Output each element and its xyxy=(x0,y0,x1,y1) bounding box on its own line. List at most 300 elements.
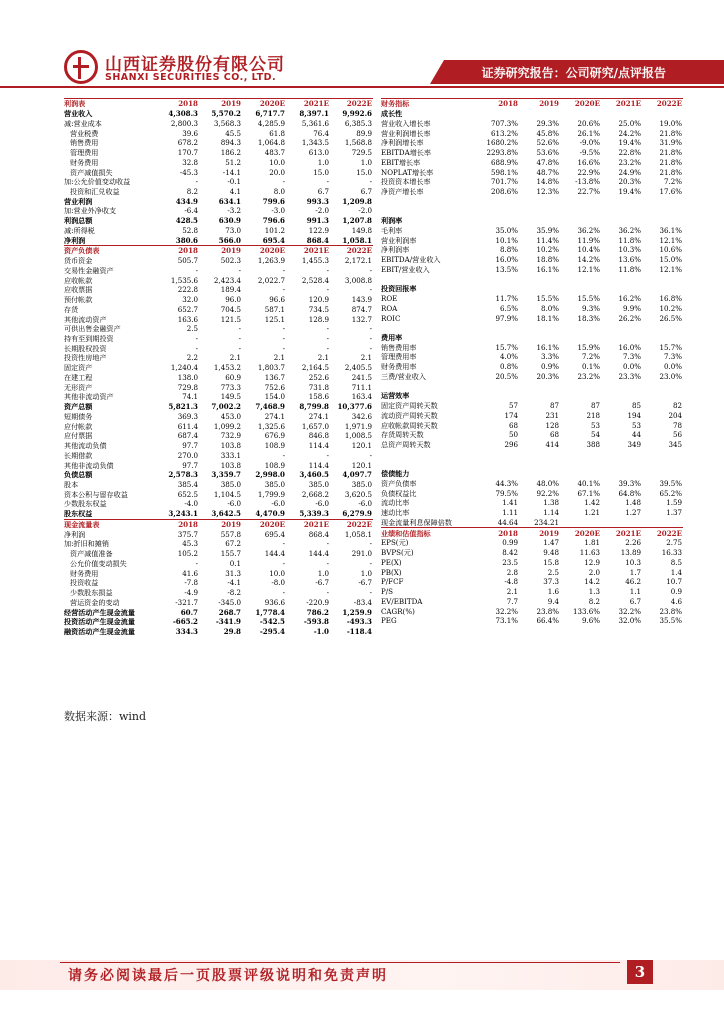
cell-value: 208.6% xyxy=(490,186,518,196)
cell-value: 6,385.3 xyxy=(344,118,372,128)
cell-value: 678.2 xyxy=(177,138,198,148)
cell-value: -4.0 xyxy=(184,499,198,509)
cell-value: - xyxy=(238,333,241,343)
cell-value: 8.42 xyxy=(502,548,518,558)
table-row xyxy=(64,285,373,295)
cell-value: 345 xyxy=(668,440,682,450)
cell-value: 1.7 xyxy=(629,567,641,577)
table-row xyxy=(64,578,373,588)
row-label: 少数股东损益 xyxy=(70,588,113,598)
row-label: 利润表 xyxy=(64,99,156,109)
table-row xyxy=(64,382,373,392)
cell-value: 2,172.1 xyxy=(344,256,372,266)
row-label: 营业收入增长率 xyxy=(381,118,431,128)
cell-value: 2019 xyxy=(199,99,242,109)
table-row xyxy=(381,548,683,558)
table-row xyxy=(381,226,683,236)
cell-value: 4.6 xyxy=(670,596,682,606)
cell-value xyxy=(601,284,642,294)
cell-value: 108.9 xyxy=(264,460,285,470)
row-label: 资产负债表 xyxy=(64,246,156,256)
cell-value xyxy=(519,391,560,401)
cell-value: 45.3 xyxy=(182,539,198,549)
cell-value: 5,570.2 xyxy=(211,109,241,119)
table-row xyxy=(64,450,373,460)
cell-value: 20.0 xyxy=(269,167,285,177)
cell-value: - xyxy=(282,343,285,353)
cell-value: 1,803.7 xyxy=(257,363,285,373)
cell-value: - xyxy=(369,588,372,598)
cell-value xyxy=(560,196,601,206)
cell-value: 11.8% xyxy=(618,264,641,274)
cell-value: 149.8 xyxy=(351,225,372,235)
row-label: 现金流量表 xyxy=(64,519,156,529)
cell-value: 40.1% xyxy=(577,479,600,488)
cell-value: 1,058.1 xyxy=(342,235,372,245)
cell-value: 10.1% xyxy=(495,235,518,245)
cell-value: 15.0 xyxy=(313,167,329,177)
cell-value: 22.8% xyxy=(618,148,641,158)
section-header-row xyxy=(64,246,373,256)
cell-value: -9.0% xyxy=(579,138,600,148)
cell-value: 6.7 xyxy=(629,596,641,606)
cell-value: -220.9 xyxy=(306,597,329,607)
cell-value: 385.0 xyxy=(308,480,329,489)
cell-value: 15.7% xyxy=(659,342,682,352)
table-row xyxy=(64,148,373,158)
cell-value: 3,568.3 xyxy=(213,118,241,128)
cell-value: -118.4 xyxy=(346,627,372,637)
cell-value: 20.3% xyxy=(536,371,559,381)
table-row xyxy=(64,480,373,490)
cell-value xyxy=(642,333,683,343)
row-label: 存货 xyxy=(64,304,79,314)
cell-value: 92.2% xyxy=(536,488,559,498)
table-row xyxy=(64,235,373,245)
row-label: EBIT/营业收入 xyxy=(381,264,430,274)
table-row xyxy=(64,412,373,422)
cell-value: 731.8 xyxy=(308,382,329,392)
cell-value xyxy=(642,518,683,528)
cell-value: -6.7 xyxy=(315,578,329,588)
cell-value: 103.8 xyxy=(220,460,241,470)
cell-value: 53 xyxy=(631,420,641,430)
cell-value xyxy=(519,274,560,284)
cell-value: 154.0 xyxy=(264,392,285,402)
cell-value: 24.9% xyxy=(618,167,641,177)
cell-value xyxy=(560,333,601,343)
table-row xyxy=(381,498,683,508)
table-row xyxy=(64,489,373,499)
row-label: 持有至到期投资 xyxy=(64,333,114,343)
cell-value: 25.0% xyxy=(618,118,641,128)
row-label: PB(X) xyxy=(381,567,402,577)
cell-value: 15.7% xyxy=(495,342,518,352)
row-label: 货币资金 xyxy=(64,256,93,266)
cell-value: 1.48 xyxy=(625,498,641,508)
cell-value: 598.1% xyxy=(490,167,518,177)
cell-value: 222.8 xyxy=(177,285,198,295)
cell-value: 2020E xyxy=(560,99,601,109)
cell-value xyxy=(601,216,642,226)
cell-value: - xyxy=(369,539,372,549)
header-divider xyxy=(0,86,724,88)
table-row xyxy=(381,138,683,148)
cell-value: 21.8% xyxy=(659,128,682,138)
cell-value: 155.7 xyxy=(220,549,241,559)
cell-value: -345.0 xyxy=(218,597,241,607)
cell-value: 114.4 xyxy=(308,441,329,451)
row-label: EBIT增长率 xyxy=(381,157,421,167)
cell-value: 14.2 xyxy=(584,577,600,587)
cell-value: 1.47 xyxy=(543,538,559,548)
cell-value: - xyxy=(326,450,329,460)
cell-value: 21.8% xyxy=(659,167,682,177)
cell-value: 1,453.2 xyxy=(213,363,241,373)
cell-value: 704.5 xyxy=(220,304,241,314)
cell-value: 19.4% xyxy=(618,138,641,148)
cell-value: 41.6 xyxy=(182,568,198,578)
cell-value: 1.81 xyxy=(584,538,600,548)
cell-value: 428.5 xyxy=(175,216,198,226)
cell-value xyxy=(519,323,560,333)
table-row xyxy=(64,334,373,344)
row-label: 股东权益 xyxy=(64,509,93,519)
cell-value: 105.2 xyxy=(177,549,198,559)
cell-value: 786.2 xyxy=(306,607,329,617)
cell-value: 87 xyxy=(590,401,600,411)
cell-value: 11.63 xyxy=(579,548,600,558)
cell-value xyxy=(519,469,560,479)
cell-value xyxy=(519,449,560,459)
cell-value: 1,058.1 xyxy=(344,529,372,539)
cell-value: 29.8 xyxy=(223,627,241,637)
cell-value: 108.9 xyxy=(264,441,285,451)
table-row xyxy=(64,138,373,148)
cell-value: 12.1% xyxy=(659,264,682,274)
cell-value: 613.2% xyxy=(490,128,518,138)
cell-value: 868.4 xyxy=(306,235,329,245)
cell-value: 7.3% xyxy=(622,352,641,362)
table-row xyxy=(381,284,683,294)
cell-value: 13.5% xyxy=(495,264,518,274)
cell-value: 2.2 xyxy=(186,353,198,363)
financial-ratios-table xyxy=(381,98,683,626)
row-label: 投资收益 xyxy=(70,578,99,588)
cell-value: 39.5% xyxy=(659,479,682,488)
table-row xyxy=(64,363,373,373)
table-row xyxy=(381,128,683,138)
cell-value: 4.1 xyxy=(229,186,241,196)
row-label: 业绩和估值指标 xyxy=(381,528,473,538)
cell-value: 101.2 xyxy=(264,225,285,235)
cell-value: 19.4% xyxy=(618,186,641,196)
cell-value: 35.5% xyxy=(659,616,682,626)
company-name-en: SHANXI SECURITIES CO., LTD. xyxy=(105,72,277,83)
row-label: PE(X) xyxy=(381,557,402,567)
row-label: 经营活动产生现金流量 xyxy=(64,607,135,617)
cell-value: 174 xyxy=(504,410,518,420)
cell-value: - xyxy=(326,333,329,343)
cell-value: -321.7 xyxy=(175,597,198,607)
table-row xyxy=(381,206,683,216)
cell-value xyxy=(642,323,683,333)
cell-value: 4,308.3 xyxy=(168,109,198,119)
cell-value xyxy=(473,449,519,459)
cell-value xyxy=(601,196,642,206)
cell-value: 1,008.5 xyxy=(344,431,372,441)
table-row xyxy=(381,342,683,352)
cell-value: -6.0 xyxy=(358,499,372,509)
cell-value: 10.4% xyxy=(577,245,600,255)
cell-value: 11.4% xyxy=(536,235,559,245)
cell-value xyxy=(642,381,683,391)
row-label: 运营效率 xyxy=(381,391,410,401)
row-label: 营业利润率 xyxy=(381,235,417,245)
cell-value: 8.2 xyxy=(588,596,600,606)
cell-value: 1.41 xyxy=(502,498,518,508)
table-row xyxy=(381,187,683,197)
cell-value: 711.1 xyxy=(351,382,372,392)
cell-value: 2021E xyxy=(286,99,330,109)
cell-value: 752.6 xyxy=(264,382,285,392)
cell-value: 144.4 xyxy=(264,549,285,559)
cell-value: -3.2 xyxy=(227,206,241,216)
cell-value: 2,998.0 xyxy=(255,470,285,480)
table-row xyxy=(64,499,373,509)
cell-value xyxy=(601,323,642,333)
cell-value: 894.3 xyxy=(220,138,241,148)
table-row xyxy=(64,597,373,607)
cell-value: - xyxy=(326,539,329,549)
cell-value: 10.2% xyxy=(659,303,682,313)
row-label: 管理费用率 xyxy=(381,352,417,362)
cell-value xyxy=(473,391,519,401)
cell-value: -493.3 xyxy=(346,617,372,627)
table-row xyxy=(64,559,373,569)
cell-value xyxy=(601,381,642,391)
row-label: 利润率 xyxy=(381,216,403,226)
cell-value: 1.3 xyxy=(588,587,600,597)
cell-value: 1.0 xyxy=(317,157,329,167)
cell-value: - xyxy=(282,324,285,334)
cell-value: 21.8% xyxy=(659,157,682,167)
row-label: 投资性房地产 xyxy=(64,353,107,363)
table-row xyxy=(64,157,373,167)
table-row xyxy=(381,440,683,450)
table-row xyxy=(381,177,683,187)
cell-value: - xyxy=(195,343,198,353)
table-row xyxy=(64,177,373,187)
table-row xyxy=(381,558,683,568)
cell-value: - xyxy=(282,265,285,275)
cell-value: -8.0 xyxy=(271,578,285,588)
table-row xyxy=(381,479,683,489)
cell-value: 138.0 xyxy=(177,372,198,382)
cell-value: 56 xyxy=(672,430,682,440)
row-label: 资产负债率 xyxy=(381,479,417,488)
table-row xyxy=(381,401,683,411)
cell-value: 60.7 xyxy=(180,607,198,617)
table-row xyxy=(64,617,373,627)
cell-value: 385.4 xyxy=(177,480,198,489)
cell-value: 7,002.2 xyxy=(211,402,241,412)
row-label xyxy=(381,206,473,216)
table-row xyxy=(64,226,373,236)
cell-value: 16.2% xyxy=(618,294,641,304)
cell-value: 1.37 xyxy=(666,508,682,518)
row-label: 净利润 xyxy=(64,529,86,539)
cell-value: - xyxy=(195,265,198,275)
cell-value: 936.6 xyxy=(264,597,285,607)
cell-value: - xyxy=(282,588,285,598)
table-row xyxy=(381,430,683,440)
cell-value: 1.21 xyxy=(584,508,600,518)
table-row xyxy=(64,196,373,206)
table-row xyxy=(381,381,683,391)
row-label: 投资和汇兑收益 xyxy=(70,186,120,196)
cell-value: 9.6% xyxy=(581,616,600,626)
row-label: 存货周转天数 xyxy=(381,430,424,440)
cell-value: 22.9% xyxy=(577,167,600,177)
cell-value: 2.1 xyxy=(317,353,329,363)
table-row xyxy=(381,391,683,401)
cell-value: 453.0 xyxy=(220,411,241,421)
cell-value: - xyxy=(326,177,329,187)
cell-value: 2018 xyxy=(156,519,199,529)
cell-value: 12.3% xyxy=(536,186,559,196)
cell-value: 502.3 xyxy=(220,256,241,266)
cell-value: 10.7 xyxy=(666,577,682,587)
cell-value: 611.4 xyxy=(177,421,198,431)
cell-value: 2018 xyxy=(473,528,519,538)
row-label: 营业利润 xyxy=(64,196,93,206)
cell-value: 2018 xyxy=(156,246,199,256)
cell-value: 8.8% xyxy=(499,245,518,255)
cell-value: 14.8% xyxy=(536,177,559,187)
table-row xyxy=(64,470,373,480)
cell-value: 3,359.7 xyxy=(211,470,241,480)
table-row xyxy=(381,216,683,226)
cell-value: 231 xyxy=(545,410,559,420)
cell-value: 23.2% xyxy=(577,371,600,381)
row-label: EBITDA增长率 xyxy=(381,148,432,158)
cell-value: 18.3% xyxy=(577,313,600,323)
cell-value: 68 xyxy=(549,430,559,440)
cell-value: 96.0 xyxy=(225,295,241,305)
cell-value: 23.8% xyxy=(536,606,559,616)
company-name-cn: 山西证券股份有限公司 xyxy=(105,55,285,75)
row-label: 减:所得税 xyxy=(64,225,95,235)
cell-value: 16.0% xyxy=(618,342,641,352)
cell-value: 1,207.8 xyxy=(342,216,372,226)
row-label: 毛利率 xyxy=(381,225,403,235)
cell-value: 204 xyxy=(668,410,682,420)
cell-value: 2022E xyxy=(642,528,683,538)
cell-value: 3,243.1 xyxy=(168,509,198,519)
cell-value xyxy=(473,459,519,469)
cell-value: 12.9 xyxy=(584,557,600,567)
row-label: 净利润率 xyxy=(381,245,410,255)
cell-value: 97.7 xyxy=(182,460,198,470)
row-label: 营运资金的变动 xyxy=(70,597,120,607)
cell-value: 74.1 xyxy=(182,392,198,402)
cell-value: 45.5 xyxy=(225,128,241,138)
cell-value: 7.3% xyxy=(663,352,682,362)
cell-value: 29.3% xyxy=(536,118,559,128)
cell-value: 0.9% xyxy=(540,362,559,372)
page-number: 3 xyxy=(627,960,653,984)
cell-value: - xyxy=(326,588,329,598)
cell-value: -3.0 xyxy=(271,206,285,216)
cell-value: 296 xyxy=(504,440,518,450)
cell-value xyxy=(560,274,601,284)
cell-value xyxy=(601,518,642,528)
row-label: 流动比率 xyxy=(381,498,410,508)
row-label: 在建工程 xyxy=(64,372,93,382)
cell-value: 1,455.3 xyxy=(301,256,329,266)
table-row xyxy=(381,372,683,382)
cell-value: 26.1% xyxy=(577,128,600,138)
table-row xyxy=(64,402,373,412)
cell-value: 15.8 xyxy=(543,557,559,567)
row-label: EV/EBITDA xyxy=(381,596,423,606)
cell-value: 0.0% xyxy=(622,362,641,372)
row-label: 利润总额 xyxy=(64,216,93,226)
cell-value: 1.27 xyxy=(625,508,641,518)
cell-value: 76.4 xyxy=(313,128,329,138)
cell-value: 274.1 xyxy=(264,411,285,421)
row-label: 负债权益比 xyxy=(381,488,417,498)
cell-value xyxy=(560,109,601,119)
row-label: 资产总额 xyxy=(64,402,93,412)
cell-value: 9.48 xyxy=(543,548,559,558)
table-row xyxy=(381,303,683,313)
cell-value: -542.5 xyxy=(259,617,285,627)
cell-value: 44 xyxy=(631,430,641,440)
cell-value: 37.3 xyxy=(543,577,559,587)
cell-value: - xyxy=(326,558,329,568)
row-label: 其他流动资产 xyxy=(64,314,107,324)
row-label: 无形资产 xyxy=(64,382,93,392)
row-label: 偿债能力 xyxy=(381,469,410,479)
cell-value: 35.0% xyxy=(495,225,518,235)
cell-value: 342.6 xyxy=(351,411,372,421)
cell-value: 0.99 xyxy=(502,538,518,548)
cell-value: 144.4 xyxy=(308,549,329,559)
cell-value: - xyxy=(195,558,198,568)
table-row xyxy=(64,509,373,519)
cell-value xyxy=(560,284,601,294)
cell-value xyxy=(473,196,519,206)
row-label: 负债总额 xyxy=(64,470,93,480)
cell-value: 24.2% xyxy=(618,128,641,138)
row-label: 少数股东权益 xyxy=(64,499,107,509)
cell-value: 218 xyxy=(586,410,600,420)
row-label: 总资产周转天数 xyxy=(381,440,431,450)
table-row xyxy=(381,148,683,158)
cell-value: 89.9 xyxy=(356,128,372,138)
cell-value: 414 xyxy=(545,440,559,450)
cell-value: 64.8% xyxy=(618,488,641,498)
table-row xyxy=(381,567,683,577)
table-row xyxy=(381,167,683,177)
cell-value: 1.0 xyxy=(360,568,372,578)
cell-value: 2.26 xyxy=(625,538,641,548)
row-label: 销售费用 xyxy=(70,138,99,148)
cell-value: 652.5 xyxy=(177,489,198,499)
cell-value: 2,668.2 xyxy=(301,489,329,499)
